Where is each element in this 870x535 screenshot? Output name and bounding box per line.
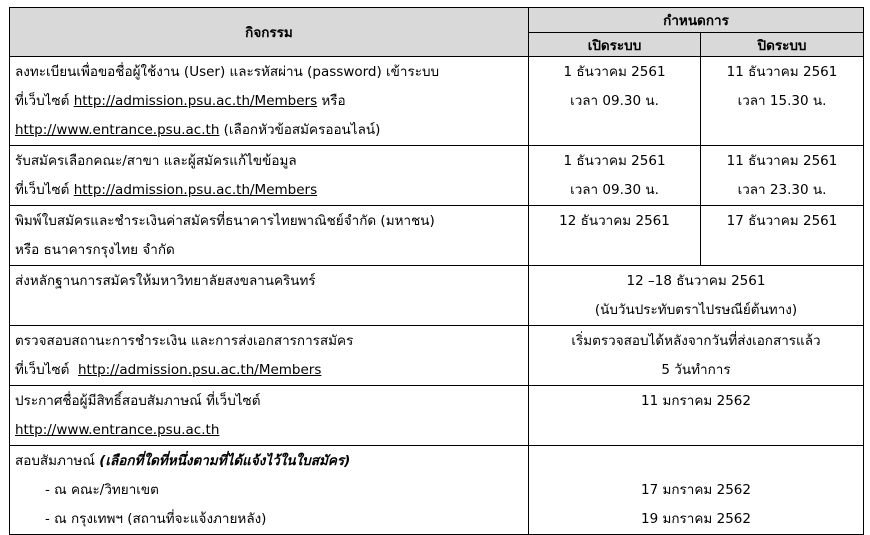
members-link[interactable]: http://admission.psu.ac.th/Members	[73, 93, 318, 109]
activity-cell	[10, 206, 529, 266]
close-cell	[701, 146, 864, 206]
close-time: เวลา 23.30 น.	[737, 182, 827, 198]
table-row	[10, 57, 864, 146]
close-date: 11 ธันวาคม 2561	[726, 64, 838, 80]
table-row	[10, 266, 864, 326]
activity-line: ส่งหลักฐานการสมัครให้มหาวิทยาลัยสงขลานครินทร์	[15, 273, 316, 289]
activity-line	[15, 116, 524, 145]
open-date: 1 ธันวาคม 2561	[563, 64, 666, 80]
table-row	[10, 146, 864, 206]
activity-line: - ณ กรุงเทพฯ (สถานที่จะแจ้งภายหลัง)	[45, 511, 267, 527]
open-time: เวลา 09.30 น.	[570, 93, 659, 109]
activity-cell	[10, 57, 529, 146]
activity-cell	[10, 386, 529, 446]
header-row	[10, 8, 864, 33]
activity-cell	[10, 446, 529, 535]
schedule-cell	[529, 386, 864, 446]
close-time: เวลา 15.30 น.	[737, 93, 827, 109]
activity-line: ประกาศชื่อผู้มีสิทธิ์สอบสัมภาษณ์ ที่เว็บไซต์	[15, 393, 261, 409]
text: (เลือกหัวข้อสมัครออนไลน์)	[219, 122, 381, 138]
schedule-table	[9, 7, 864, 535]
open-date: 12 ธันวาคม 2561	[559, 213, 670, 229]
activity-line: ตรวจสอบสถานะการชำระเงิน และการส่งเอกสารการสมัคร	[15, 333, 354, 349]
activity-cell	[10, 266, 529, 326]
activity-line	[15, 87, 524, 116]
activity-line	[15, 176, 524, 205]
activity-line	[15, 446, 524, 476]
interview-note: (เลือกที่ใดที่หนึ่งตามที่ได้แจ้งไว้ในใบสมัคร)	[99, 453, 351, 469]
text: ที่เว็บไซต์	[15, 182, 74, 198]
text: ที่เว็บไซต์	[15, 93, 74, 109]
table-row	[10, 326, 864, 386]
entrance-link[interactable]: http://www.entrance.psu.ac.th	[15, 422, 220, 438]
close-header: ปิดระบบ	[701, 33, 864, 57]
activity-line: ลงทะเบียนเพื่อขอชื่อผู้ใช้งาน (User) และรหัสผ่าน (password) เข้าระบบ	[15, 64, 440, 80]
schedule-line	[529, 446, 863, 476]
schedule-line: (นับวันประทับตราไปรษณีย์ต้นทาง)	[594, 302, 798, 318]
schedule-cell	[529, 266, 864, 326]
close-cell	[701, 206, 864, 266]
open-cell	[529, 57, 701, 146]
close-cell	[701, 57, 864, 146]
activity-line	[15, 416, 524, 445]
schedule-line: 11 มกราคม 2562	[641, 393, 751, 409]
text: ที่เว็บไซต์	[15, 362, 78, 378]
activity-cell	[10, 326, 529, 386]
close-date: 11 ธันวาคม 2561	[726, 153, 838, 169]
activity-line	[15, 356, 524, 385]
schedule-line: 5 วันทำการ	[661, 362, 731, 378]
open-header: เปิดระบบ	[529, 33, 701, 57]
schedule-line: 12 –18 ธันวาคม 2561	[626, 273, 766, 289]
text: หรือ	[317, 93, 346, 109]
table-row	[10, 206, 864, 266]
table-row	[10, 386, 864, 446]
table-row	[10, 446, 864, 535]
text: สอบสัมภาษณ์	[15, 453, 100, 469]
activity-line: หรือ ธนาคารกรุงไทย จำกัด	[15, 242, 175, 258]
open-cell	[529, 146, 701, 206]
activity-header: กิจกรรม	[10, 8, 529, 57]
schedule-line: 19 มกราคม 2562	[641, 511, 751, 527]
open-time: เวลา 09.30 น.	[570, 182, 659, 198]
schedule-cell	[529, 326, 864, 386]
members-link[interactable]: http://admission.psu.ac.th/Members	[77, 362, 322, 378]
schedule-header: กำหนดการ	[529, 8, 864, 33]
schedule-line: เริ่มตรวจสอบได้หลังจากวันที่ส่งเอกสารแล้ว	[571, 333, 821, 349]
entrance-link[interactable]: http://www.entrance.psu.ac.th	[15, 122, 220, 138]
members-link[interactable]: http://admission.psu.ac.th/Members	[73, 182, 318, 198]
open-date: 1 ธันวาคม 2561	[563, 153, 666, 169]
activity-line: - ณ คณะ/วิทยาเขต	[45, 482, 159, 498]
activity-cell	[10, 146, 529, 206]
schedule-line: 17 มกราคม 2562	[641, 482, 751, 498]
schedule-cell	[529, 446, 864, 535]
close-date: 17 ธันวาคม 2561	[726, 213, 838, 229]
activity-line: พิมพ์ใบสมัครและชำระเงินค่าสมัครที่ธนาคารไทยพาณิชย์จำกัด (มหาชน)	[15, 213, 435, 229]
activity-line: รับสมัครเลือกคณะ/สาขา และผู้สมัครแก้ไขข้อมูล	[15, 153, 297, 169]
open-cell	[529, 206, 701, 266]
